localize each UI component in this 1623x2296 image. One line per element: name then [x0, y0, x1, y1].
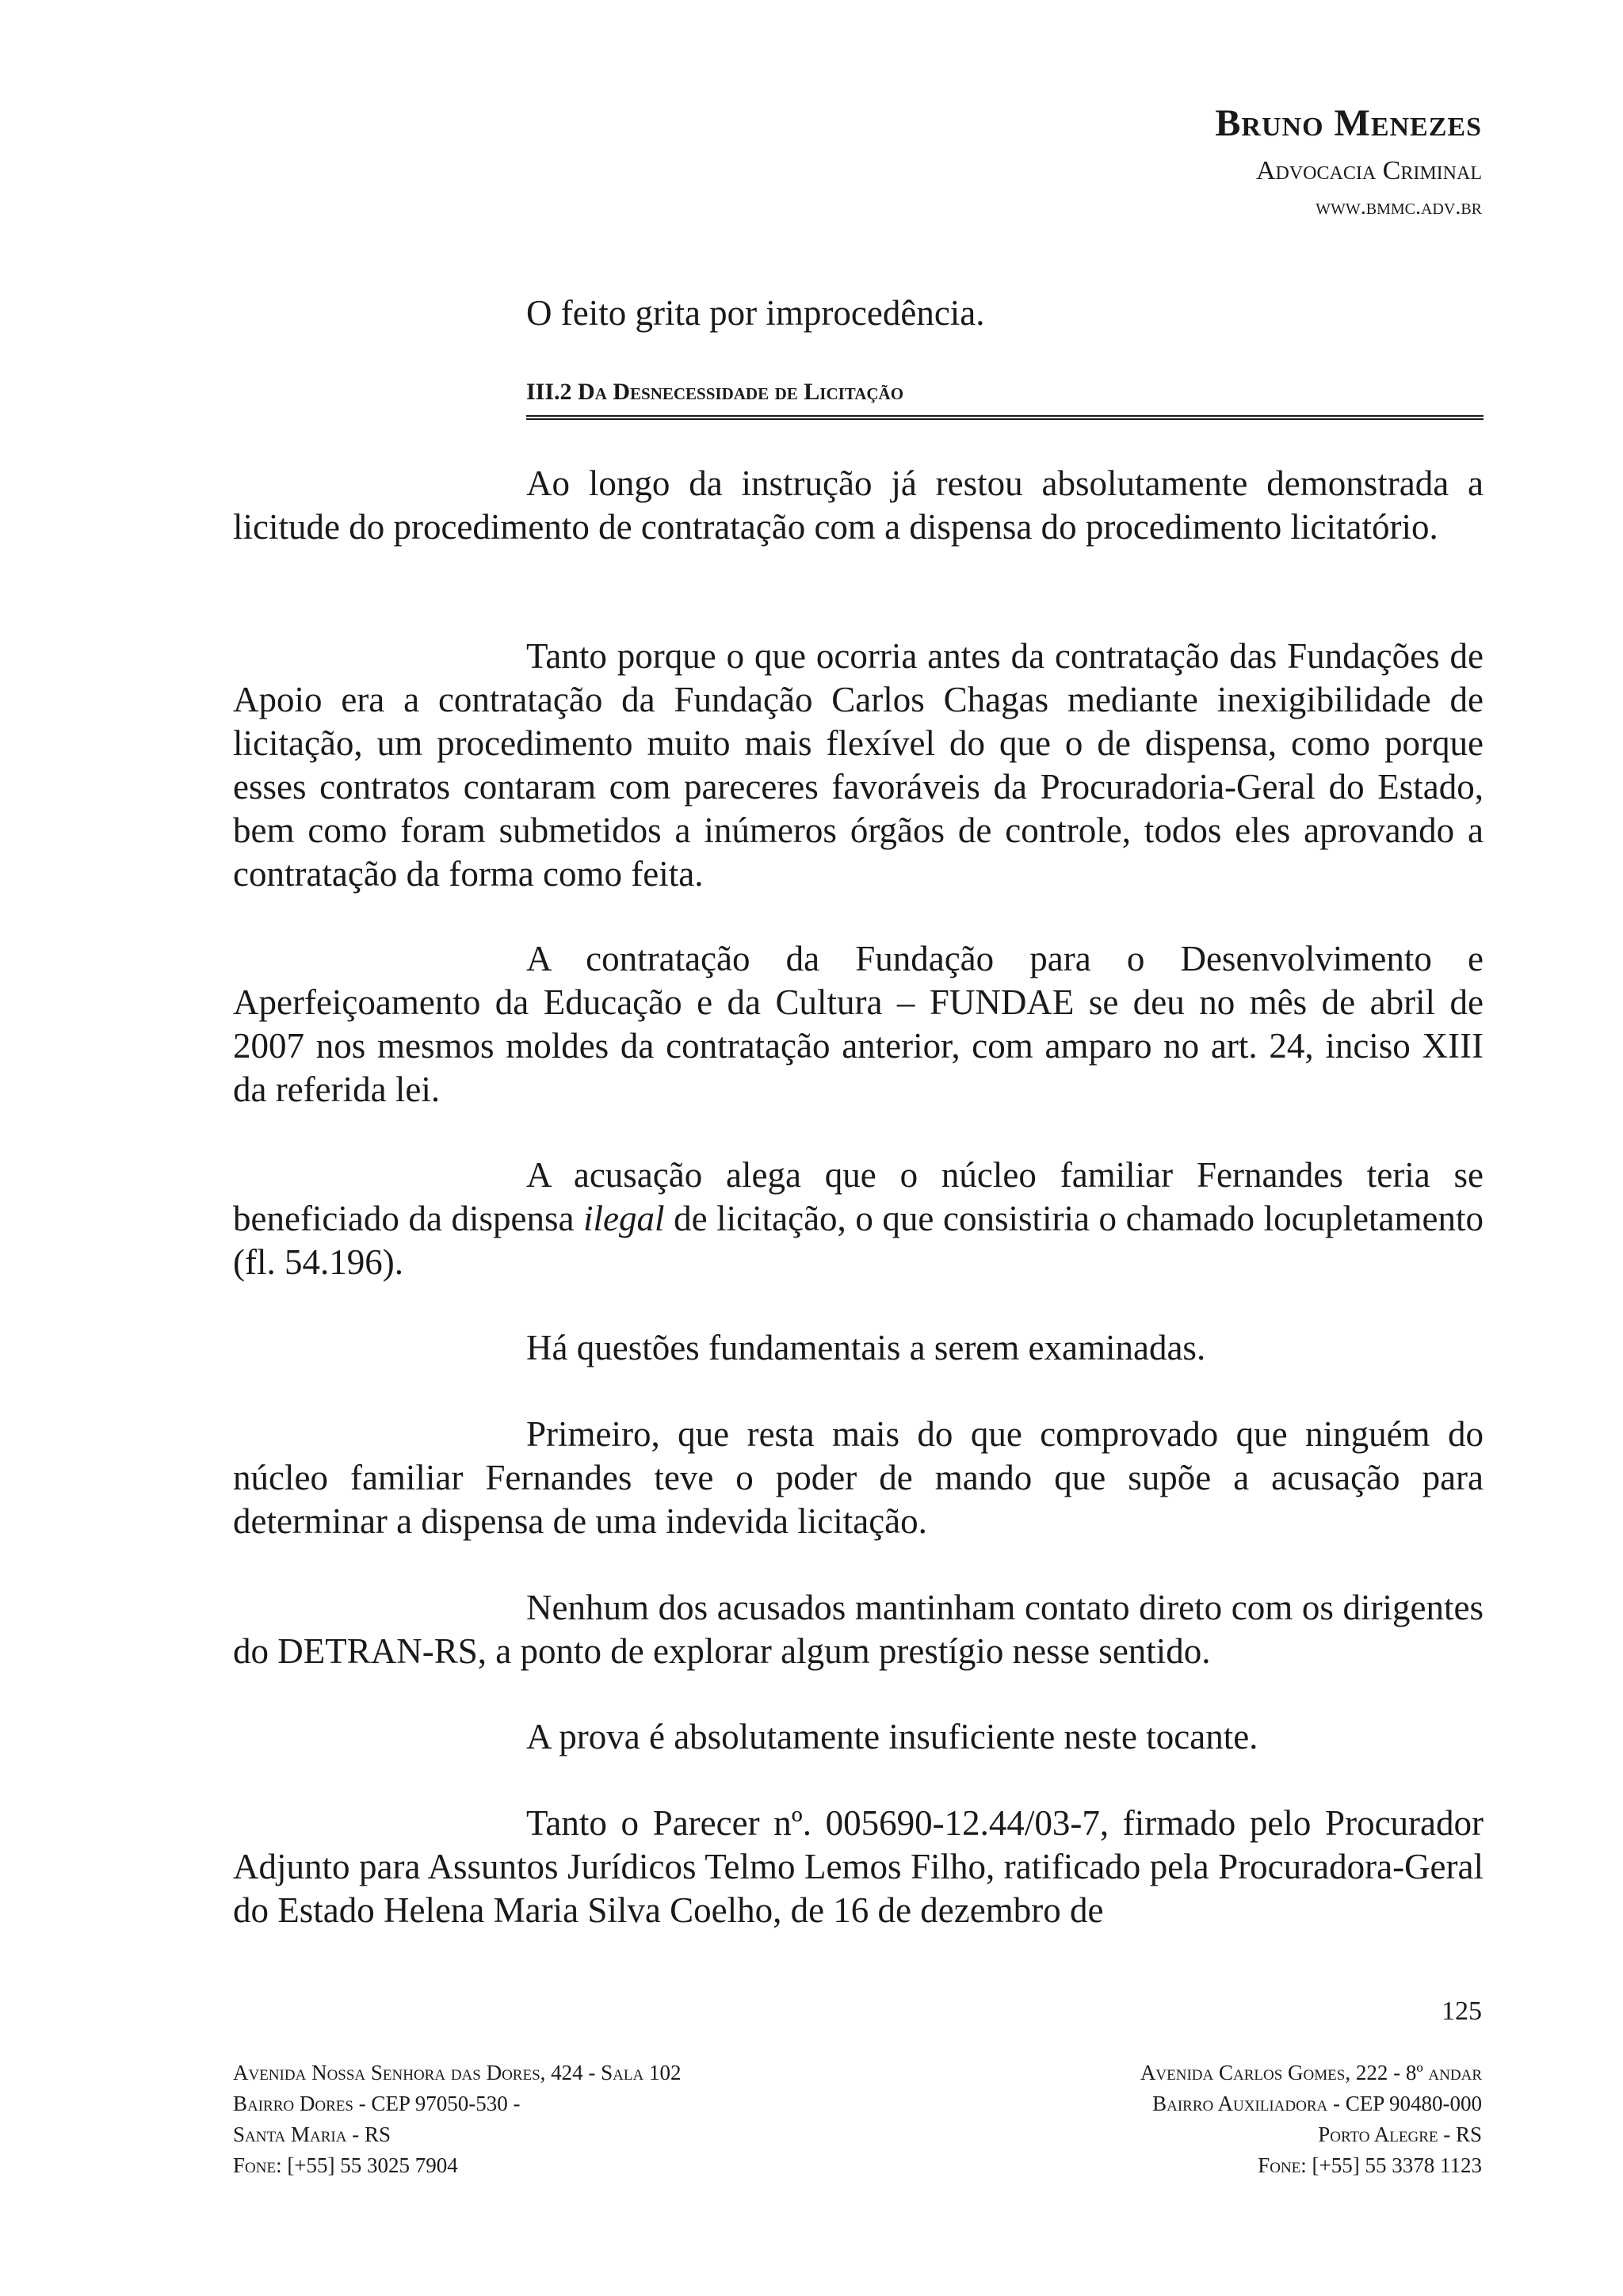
paragraph-1: Ao longo da instrução já restou absolutamente demonstrada a licitude do procedimento de contratação com a dispensa do procedimento licitatório.	[233, 463, 1484, 547]
paragraph-3: A contratação da Fundação para o Desenvolvimento e Aperfeiçoamento da Educação e da Cultura – FUNDAE se deu no mês de abril de 2007 nos mesmos moldes da contratação anterior, com amparo no art. 24, inciso XIII da referida lei.	[233, 939, 1484, 1109]
footer-left-city: Santa Maria - RS	[233, 2122, 391, 2146]
paragraph-4-start: A acusação alega que o núcleo familiar Fernandes teria se beneficiado da dispensa	[233, 1155, 1484, 1238]
footer-right-district: Bairro Auxiliadora - CEP 90480-000	[1152, 2092, 1482, 2115]
paragraph-8: A prova é absolutamente insuficiente neste tocante.	[526, 1717, 1258, 1756]
footer-right-city: Porto Alegre - RS	[1318, 2122, 1482, 2146]
firm-name: Bruno Menezes	[1215, 102, 1482, 144]
paragraph-2: Tanto porque o que ocorria antes da contratação das Fundações de Apoio era a contratação da Fundação Carlos Chagas mediante inexigibilidade de licitação, um procedimento muito mais flexível do que o de dispensa, como porque esses contratos contaram com pareceres favoráveis da Procuradoria-Geral do Estado, bem como foram submetidos a inúmeros órgãos de controle, todos eles aprovando a contratação da forma como feita.	[233, 636, 1484, 894]
footer-address-porto-alegre	[1140, 2058, 1482, 2181]
footer-right-address: Avenida Carlos Gomes, 222 - 8º andar	[1140, 2061, 1482, 2084]
intro-sentence: O feito grita por improcedência.	[526, 293, 985, 333]
footer-left-address: Avenida Nossa Senhora das Dores, 424 - Sala 102	[233, 2061, 682, 2084]
footer-left-district: Bairro Dores - CEP 97050-530 -	[233, 2092, 521, 2115]
firm-subtitle: Advocacia Criminal	[1255, 156, 1482, 185]
section-heading: III.2 Da Desnecessidade de Licitação	[526, 372, 1484, 420]
paragraph-4-italic: ilegal	[583, 1199, 665, 1238]
page-number: 125	[1442, 1997, 1482, 2026]
footer-address-santa-maria	[233, 2058, 681, 2181]
paragraph-9: Tanto o Parecer nº. 005690-12.44/03-7, firmado pelo Procurador Adjunto para Assuntos Jurídicos Telmo Lemos Filho, ratificado pela Procuradora-Geral do Estado Helena Maria Silva Coelho, de 16 de dezembro de	[233, 1803, 1484, 1930]
paragraph-4	[233, 1154, 1484, 1284]
firm-website: www.bmmc.adv.br	[1316, 195, 1482, 219]
footer-left-phone: Fone: [+55] 55 3025 7904	[233, 2153, 458, 2177]
footer-right-phone: Fone: [+55] 55 3378 1123	[1258, 2153, 1482, 2177]
paragraph-4-end: de licitação, o que consistiria o chamado locupletamento (fl. 54.196).	[233, 1199, 1484, 1282]
paragraph-6: Primeiro, que resta mais do que comprovado que ninguém do núcleo familiar Fernandes teve o poder de mando que supõe a acusação para determinar a dispensa de uma indevida licitação.	[233, 1414, 1484, 1541]
paragraph-7: Nenhum dos acusados mantinham contato direto com os dirigentes do DETRAN-RS, a ponto de explorar algum prestígio nesse sentido.	[233, 1588, 1484, 1671]
letterhead	[1215, 100, 1482, 225]
paragraph-5: Há questões fundamentais a serem examinadas.	[526, 1328, 1206, 1367]
